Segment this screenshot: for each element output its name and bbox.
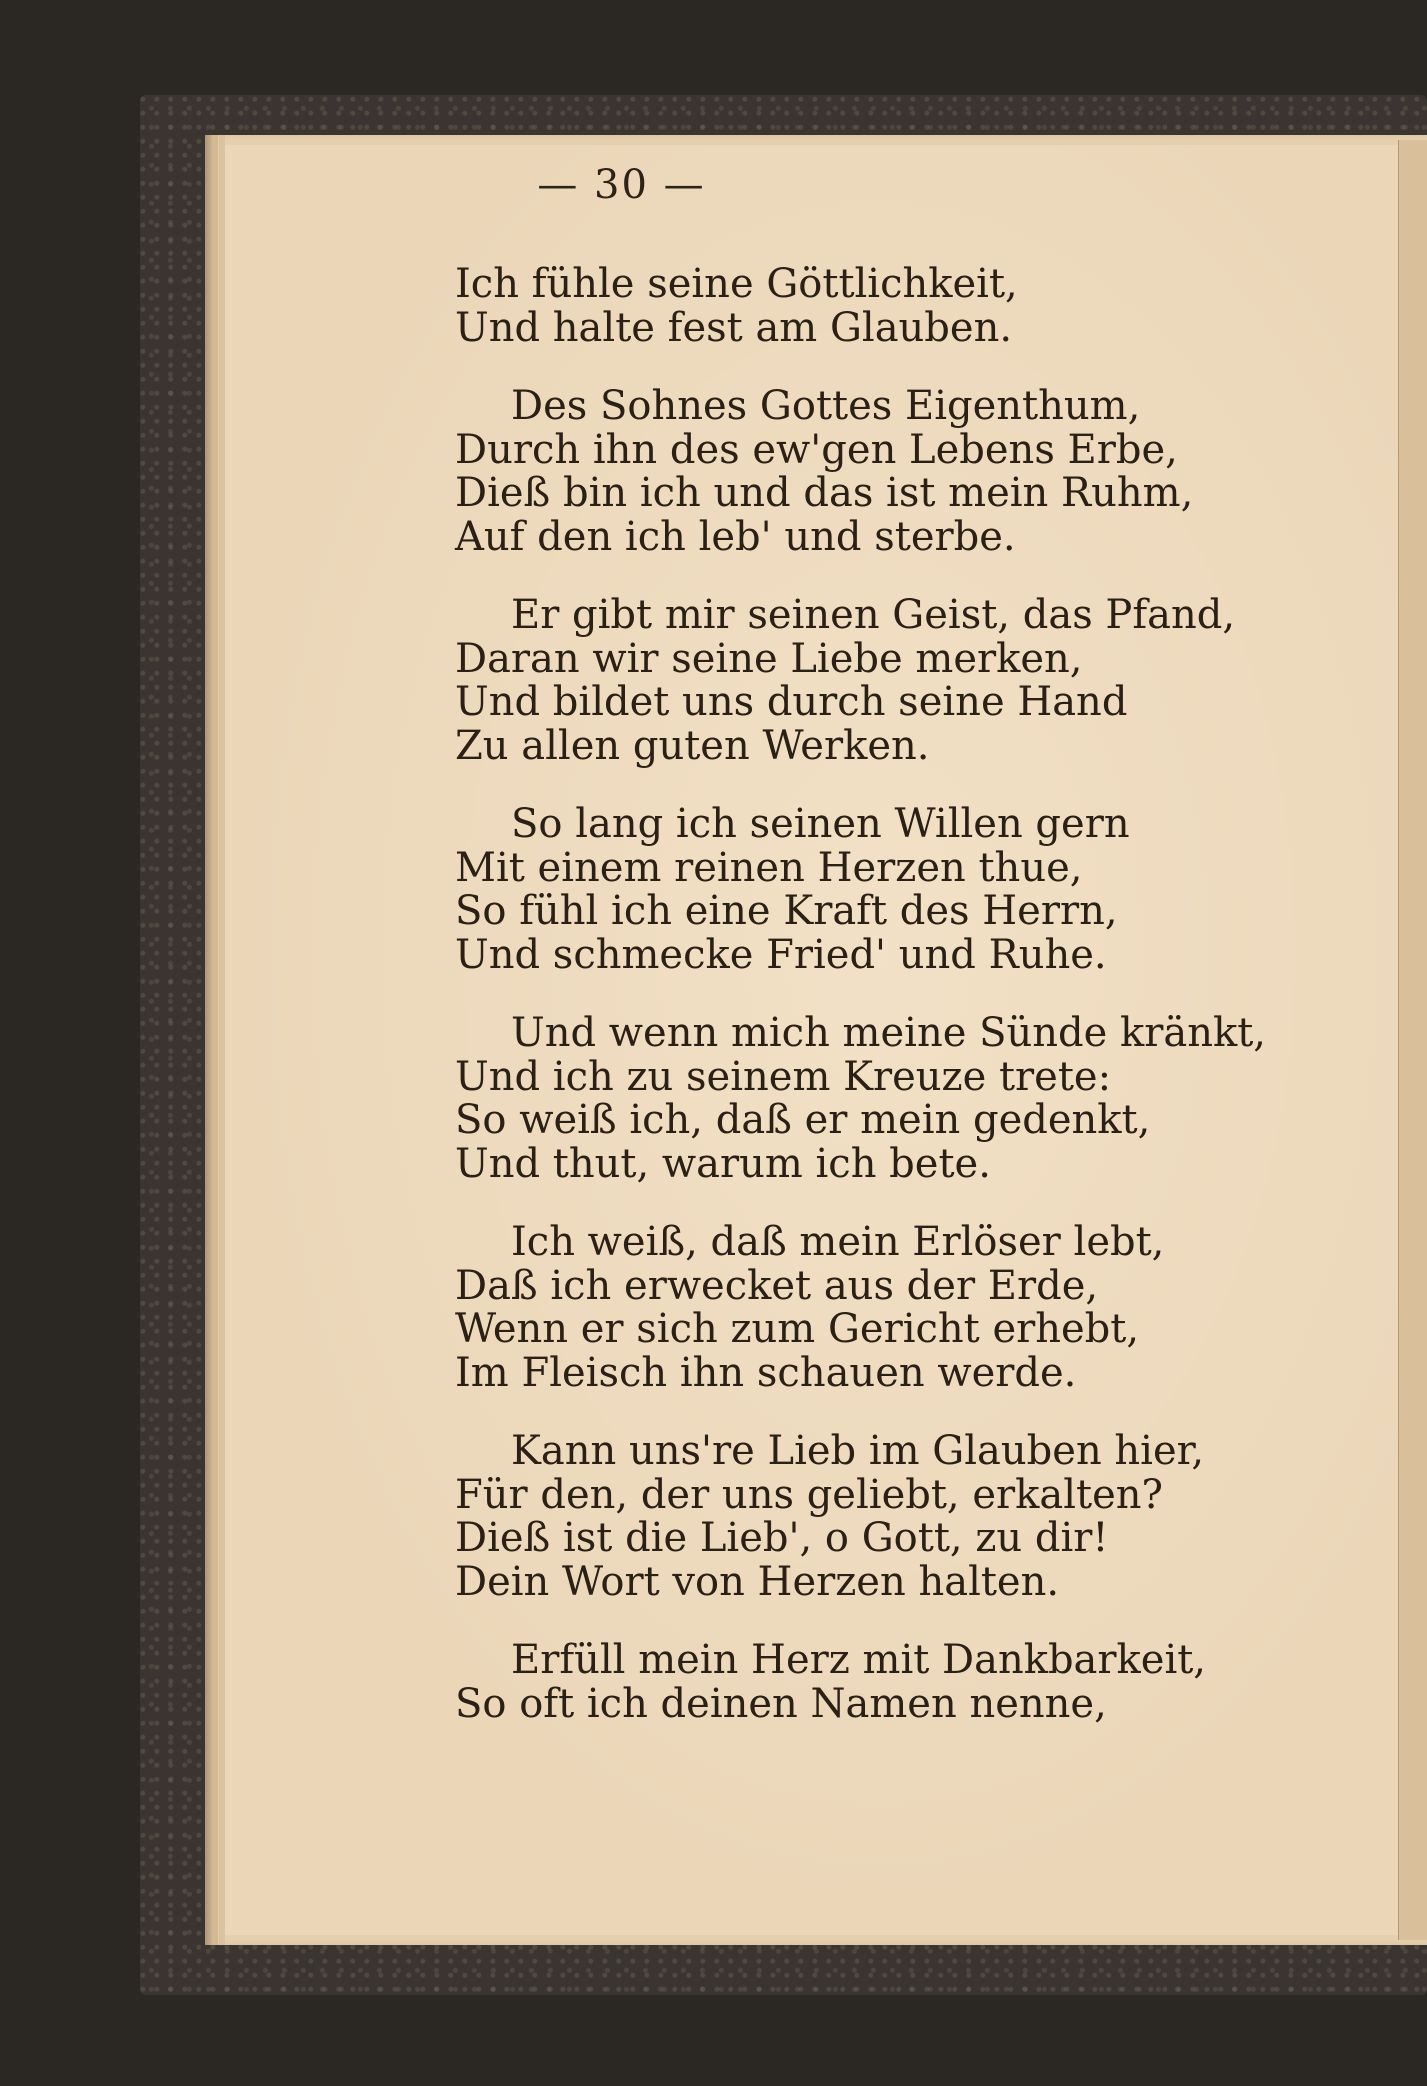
stanza xyxy=(455,1430,1355,1604)
poem-line: Und bildet uns durch seine Hand xyxy=(455,679,1128,725)
poem-line: Und thut, warum ich bete. xyxy=(455,1140,991,1187)
poem-line: Er gibt mir seinen Geist, das Pfand, xyxy=(511,592,1236,638)
poem-line: Dieß ist die Lieb', o Gott, zu dir! xyxy=(455,1515,1109,1561)
poem-line: Und wenn mich meine Sünde kränkt, xyxy=(511,1010,1266,1056)
poem-line: Daß ich erwecket aus der Erde, xyxy=(455,1262,1099,1309)
poem-line: Auf den ich leb' und sterbe. xyxy=(455,513,1016,560)
poem-line: So lang ich seinen Willen gern xyxy=(511,801,1130,847)
next-page-edge xyxy=(1398,140,1427,1940)
poem-line: Des Sohnes Gottes Eigenthum, xyxy=(511,383,1141,429)
poem-line: Und ich zu seinem Kreuze trete: xyxy=(455,1053,1112,1100)
poem-line: So weiß ich, daß er mein gedenkt, xyxy=(455,1097,1151,1143)
poem-line: Mit einem reinen Herzen thue, xyxy=(455,844,1083,891)
poem-line: Und schmecke Fried' und Ruhe. xyxy=(455,931,1107,978)
page-number: — 30 — xyxy=(537,162,706,208)
poem-line: Erfüll mein Herz mit Dankbarkeit, xyxy=(511,1637,1207,1683)
stanza xyxy=(455,1012,1355,1186)
stanza xyxy=(455,803,1355,977)
poem-line: Dein Wort von Herzen halten. xyxy=(455,1558,1060,1605)
poem-line: Wenn er sich zum Gericht erhebt, xyxy=(455,1306,1140,1352)
poem-line: So fühl ich eine Kraft des Herrn, xyxy=(455,888,1118,934)
poem-line: Und halte fest am Glauben. xyxy=(455,304,1013,351)
stanza xyxy=(455,1639,1355,1726)
poem-line: Dieß bin ich und das ist mein Ruhm, xyxy=(455,470,1194,516)
stanza xyxy=(455,594,1355,768)
poem-line: Kann uns're Lieb im Glauben hier, xyxy=(511,1428,1205,1474)
stanza xyxy=(455,263,1355,350)
poem-line: So oft ich deinen Namen nenne, xyxy=(455,1680,1107,1727)
stanza xyxy=(455,385,1355,559)
poem-line: Zu allen guten Werken. xyxy=(455,722,930,769)
poem-line: Ich weiß, daß mein Erlöser lebt, xyxy=(511,1219,1165,1265)
poem-line: Daran wir seine Liebe merken, xyxy=(455,635,1083,682)
poem-line: Ich fühle seine Göttlichkeit, xyxy=(455,261,1018,307)
poem-text xyxy=(455,263,1355,1761)
poem-line: Durch ihn des ew'gen Lebens Erbe, xyxy=(455,426,1178,473)
page-edge xyxy=(212,135,218,1945)
poem-line: Im Fleisch ihn schauen werde. xyxy=(455,1349,1077,1396)
poem-line: Für den, der uns geliebt, erkalten? xyxy=(455,1471,1163,1518)
stanza xyxy=(455,1221,1355,1395)
